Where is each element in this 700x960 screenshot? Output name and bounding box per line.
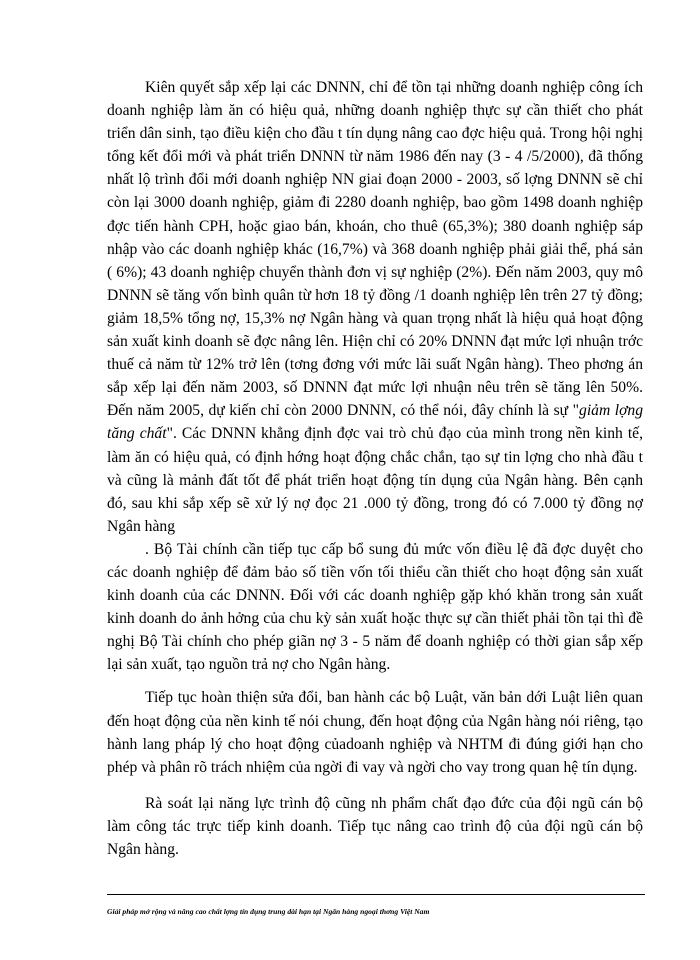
- paragraph-staff-review: Rà soát lại năng lực trình độ cũng nh phẩm chất đạo đức của đội ngũ cán bộ làm công tác trực tiếp kinh doanh. Tiếp tục nâng cao trình độ của đội ngũ cán bộ Ngân hàng.: [107, 794, 643, 858]
- paragraph-restructuring-text: Kiên quyết sắp xếp lại các DNNN, chỉ để tồn tại những doanh nghiệp công ích doanh nghiệp làm ăn có hiệu quả, những doanh nghiệp thực sự cần thiết cho phát triển dân sinh, tạo điều kiện cho đầu t tín dụng nâng cao đợc hiệu quả. Trong hội nghị tổng kết đổi mới và phát triển DNNN từ năm 1986 đến nay (3 - 4 /5/2000), đã thống nhất lộ trình đổi mới doanh nghiệp NN giai đoạn 2000 - 2003, số lợng DNNN sẽ chỉ còn lại 3000 doanh nghiệp, giảm đi 2280 doanh nghiệp, bao gồm 1498 doanh nghiệp đợc tiến hành CPH, hoặc giao bán, khoán, cho thuê (65,3%); 380 doanh nghiệp sáp nhập vào các doanh nghiệp khác (16,7%) và 368 doanh nghiệp phải giải thể, phá sản ( 6%); 43 doanh nghiệp chuyển thành đơn vị sự nghiệp (2%). Đến năm 2003, quy mô DNNN sẽ tăng vốn bình quân từ hơn 18 tỷ đồng /1 doanh nghiệp lên trên 27 tỷ đồng; giảm 18,5% tổng nợ, 15,3% nợ Ngân hàng và quan trọng nhất là hiệu quả hoạt động sản xuất kinh doanh sẽ đợc nâng lên. Hiện chỉ có 20% DNNN đạt mức lợi nhuận trớc thuế cả năm từ 12% trở lên (tơng đơng với mức lãi suất Ngân hàng). Theo phơng án sắp xếp lại đến năm 2003, số DNNN đạt mức lợi nhuận nêu trên sẽ tăng lên 50%. Đến năm 2005, dự kiến chỉ còn 2000 DNNN, có thể nói, đây chính là sự: [107, 79, 643, 420]
- document-body: [107, 76, 643, 861]
- page-footer: Giải pháp mở rộng và nâng cao chất lợng tín dụng trung dài hạn tại Ngân hàng ngoại thơng Việt Nam: [107, 907, 430, 916]
- footer-divider: [107, 894, 645, 895]
- paragraph-legal-framework: Tiếp tục hoàn thiện sửa đổi, ban hành các bộ Luật, văn bản dới Luật liên quan đến hoạt động của nền kinh tế nói chung, đến hoạt động của Ngân hàng nói riêng, tạo hành lang pháp lý cho hoạt động củadoanh nghiệp và NHTM đi đúng giới hạn cho phép và phân rõ trách nhiệm của ngời đi vay và ngời cho vay trong quan hệ tín dụng.: [107, 689, 643, 776]
- paragraph-restructuring: Kiên quyết sắp xếp lại các DNNN, chỉ để tồn tại những doanh nghiệp công ích doanh nghiệp làm ăn có hiệu quả, những doanh nghiệp thực sự cần thiết cho phát triển dân sinh, tạo điều kiện cho đầu t tín dụng nâng cao đợc hiệu quả. Trong hội nghị tổng kết đổi mới và phát triển DNNN từ năm 1986 đến nay (3 - 4 /5/2000), đã thống nhất lộ trình đổi mới doanh nghiệp NN giai đoạn 2000 - 2003, số lợng DNNN sẽ chỉ còn lại 3000 doanh nghiệp, giảm đi 2280 doanh nghiệp, bao gồm 1498 doanh nghiệp đợc tiến hành CPH, hoặc giao bán, khoán, cho thuê (65,3%); 380 doanh nghiệp sáp nhập vào các doanh nghiệp khác (16,7%) và 368 doanh nghiệp phải giải thể, phá sản ( 6%); 43 doanh nghiệp chuyển thành đơn vị sự nghiệp (2%). Đến năm 2003, quy mô DNNN sẽ tăng vốn bình quân từ hơn 18 tỷ đồng /1 doanh nghiệp lên trên 27 tỷ đồng; giảm 18,5% tổng nợ, 15,3% nợ Ngân hàng và quan trọng nhất là hiệu quả hoạt động sản xuất kinh doanh sẽ đợc nâng lên. Hiện chỉ có 20% DNNN đạt mức lợi nhuận trớc thuế cả năm từ 12% trở lên (tơng đơng với mức lãi suất Ngân hàng). Theo phơng án sắp xếp lại đến năm 2003, số DNNN đạt mức lợi nhuận nêu trên sẽ tăng lên 50%. Đến năm 2005, dự kiến chỉ còn 2000 DNNN, có thể nói, đây chính là sự "giảm lợng tăng chất". Các DNNN khẳng định đợc vai trò chủ đạo của mình trong nền kinh tế, làm ăn có hiệu quả, có định hớng hoạt động chắc chắn, tạo sự tin lợng cho nhà đầu t và cũng là mảnh đất tốt để phát triển hoạt động tín dụng của Ngân hàng. Bên cạnh đó, sau khi sắp xếp sẽ xử lý nợ đọc 21 .000 tỷ đồng, trong đó có 7.000 tỷ đồng nợ Ngân hàng: [107, 79, 643, 535]
- paragraph-ministry-of-finance: . Bộ Tài chính cần tiếp tục cấp bổ sung đủ mức vốn điều lệ đã đợc duyệt cho các doanh nghiệp để đảm bảo số tiền vốn tối thiểu cần thiết cho hoạt động sản xuất kinh doanh của các DNNN. Đối với các doanh nghiệp gặp khó khăn trong sản xuất kinh doanh do ảnh hởng của chu kỳ sản xuất hoặc thực sự cần thiết phải tồn tại thì đề nghị Bộ Tài chính cho phép giãn nợ 3 - 5 năm để doanh nghiệp có thời gian sắp xếp lại sản xuất, tạo nguồn trả nợ cho Ngân hàng.: [107, 540, 643, 674]
- paragraph-restructuring-cont: . Các DNNN khẳng định đợc vai trò chủ đạo của mình trong nền kinh tế, làm ăn có hiệu quả, có định hớng hoạt động chắc chắn, tạo sự tin lợng cho nhà đầu t và cũng là mảnh đất tốt để phát triển hoạt động tín dụng của Ngân hàng. Bên cạnh đó, sau khi sắp xếp sẽ xử lý nợ đọc 21 .000 tỷ đồng, trong đó có 7.000 tỷ đồng nợ Ngân hàng: [107, 425, 643, 535]
- quote-emphasis: giảm lợng tăng chất: [107, 402, 643, 443]
